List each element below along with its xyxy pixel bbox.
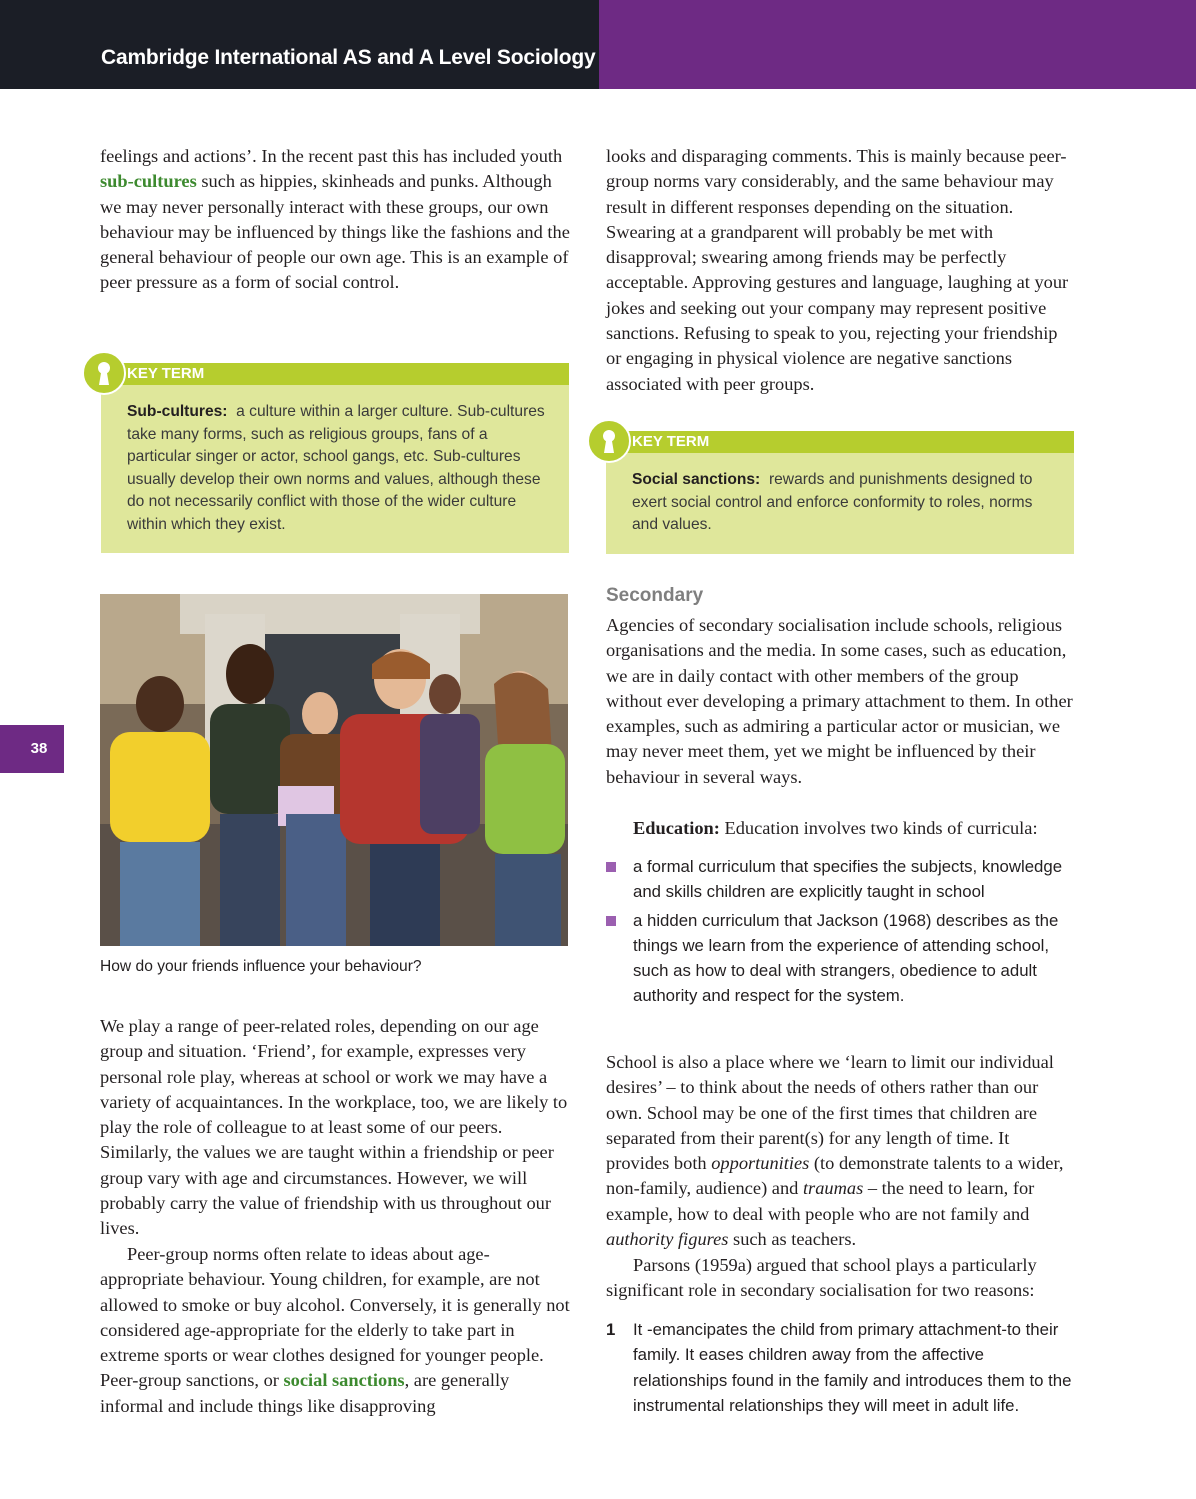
- bullet-item: [606, 854, 1076, 905]
- key-term-text: rewards and punishments designed to exert social control and enforce conformity to roles, norms and values.: [632, 471, 1033, 533]
- emphasis-text: opportunities: [711, 1153, 810, 1174]
- list-number: 1: [606, 1320, 616, 1339]
- key-term-label: KEY TERM: [632, 433, 710, 450]
- key-term-word: Social sanctions:: [632, 471, 761, 488]
- emphasis-text: authority figures: [606, 1229, 729, 1250]
- glossary-term-social-sanctions[interactable]: social sanctions: [283, 1370, 405, 1391]
- glossary-term-subcultures[interactable]: sub-cultures: [100, 171, 197, 192]
- key-term-definition: [127, 401, 549, 536]
- square-bullet-icon: [606, 916, 616, 926]
- paragraph-text: , are generally informal and include things like disapproving: [100, 1370, 510, 1416]
- paragraph-text: Peer-group norms often relate to ideas about age-appropriate behaviour. Young children, for example, are not allowed to smoke or buy alcohol. Conversely, it is generally not considered age-appropriate for the elderly to take part in extreme sports or wear clothes designed for younger people. Peer-group sanctions, or: [100, 1244, 570, 1391]
- bullet-text: a formal curriculum that specifies the subjects, knowledge and skills children are explicitly taught in school: [633, 857, 1063, 902]
- header-bar: [0, 0, 599, 89]
- key-term-text: a culture within a larger culture. Sub‐cultures take many forms, such as religious groups, fans of a particular singer or actor, school gangs, etc. Sub‐cultures usually develop their own norms and values, although these do not necessarily conflict with those of the wider culture within which they exist.: [127, 403, 545, 533]
- page-number: 38: [30, 740, 48, 757]
- section-heading-secondary: Secondary: [606, 585, 704, 606]
- paragraph-text: – the need to learn, for example, how to deal with people who are not family and: [606, 1178, 1035, 1224]
- key-term-word: Sub‐cultures:: [127, 403, 228, 420]
- key-term-label: KEY TERM: [127, 365, 205, 382]
- emphasis-text: traumas: [802, 1178, 864, 1199]
- right-paragraph-5: Parsons (1959a) argued that school plays a particularly significant role in secondary socialisation for two reasons:: [606, 1255, 1037, 1301]
- keyhole-icon: [587, 419, 631, 463]
- photo-caption: How do your friends influence your behaviour?: [100, 958, 422, 975]
- key-term-box-social-sanctions: [606, 431, 1074, 554]
- left-paragraph-3: [100, 1242, 570, 1419]
- paragraph-text: such as hippies, skinheads and punks. Although we may never personally interact with these groups, our own behaviour may be influenced by things like the fashions and the general behaviour of people our own age. This is an example of peer pressure as a form of social control.: [100, 171, 570, 293]
- numbered-text: It ‐emancipates the child from primary attachment‐to their family. It eases children away from the affective relationships found in the family and introduces them to the instrumental relationships they will meet in adult life.: [633, 1320, 1072, 1415]
- teenagers-group-photo: [100, 594, 568, 946]
- left-paragraph-2: We play a range of peer-related roles, depending on our age group and situation. ‘Friend’, for example, expresses very personal role play, whereas at school or work we may have a variety of acquaintances. In the workplace, too, we are likely to play the role of colleague to at least some of our peers. Similarly, the values we are taught within a friendship or peer group vary with age and circumstances. However, we will probably carry the value of friendship with us throughout our lives.: [100, 1016, 568, 1239]
- square-bullet-icon: [606, 862, 616, 872]
- paragraph-text: School is also a place where we ‘learn to limit our individual desires’ – to think about the needs of others rather than our own. School may be one of the first times that children are separated from their parent(s) for any length of time. It provides both: [606, 1052, 1054, 1174]
- left-paragraph-1: [100, 144, 570, 296]
- book-title: Cambridge International AS and A Level Sociology: [101, 46, 596, 69]
- run-in-heading-education: Education:: [633, 818, 720, 838]
- key-term-definition: [632, 469, 1054, 537]
- right-paragraph-2: Agencies of secondary socialisation include schools, religious organisations and the media. In some cases, such as education, we are in daily contact with other members of the group without ever developing a primary attachment to them. In other examples, such as admiring a particular actor or musician, we may never meet them, yet we might be influenced by their behaviour in several ways.: [606, 615, 1073, 787]
- curricula-bullet-list: [606, 854, 1076, 1009]
- right-paragraph-4: [606, 1050, 1076, 1252]
- right-paragraph-1: looks and disparaging comments. This is mainly because peer-group norms vary considerably, and the same behaviour may result in different responses depending on the situation. Swearing at a grandparent will probably be met with disapproval; swearing among friends may be perfectly acceptable. Approving gestures and language, laughing at your jokes and seeking out your company may represent positive sanctions. Refusing to speak to you, rejecting your friendship or engaging in physical violence are negative sanctions associated with peer groups.: [606, 146, 1069, 394]
- key-term-box-subcultures: [101, 363, 569, 553]
- bullet-text: a hidden curriculum that Jackson (1968) describes as the things we learn from the experience of attending school, such as how to deal with strangers, obedience to adult authority and respect for the system.: [633, 910, 1059, 1006]
- paragraph-text: Education involves two kinds of curricula:: [719, 818, 1038, 838]
- photo-illustration: [100, 594, 568, 946]
- reasons-numbered-list: [606, 1317, 1076, 1418]
- paragraph-text: (to demonstrate talents to a wider, non-family, audience) and: [606, 1153, 1064, 1199]
- keyhole-icon: [82, 351, 126, 395]
- numbered-item: [606, 1317, 1076, 1418]
- header-accent-bar: [599, 0, 1196, 89]
- paragraph-text: such as teachers.: [728, 1229, 857, 1250]
- bullet-item: [606, 908, 1076, 1009]
- right-paragraph-3: [606, 816, 1076, 841]
- paragraph-text: feelings and actions’. In the recent past this has included youth: [100, 146, 563, 166]
